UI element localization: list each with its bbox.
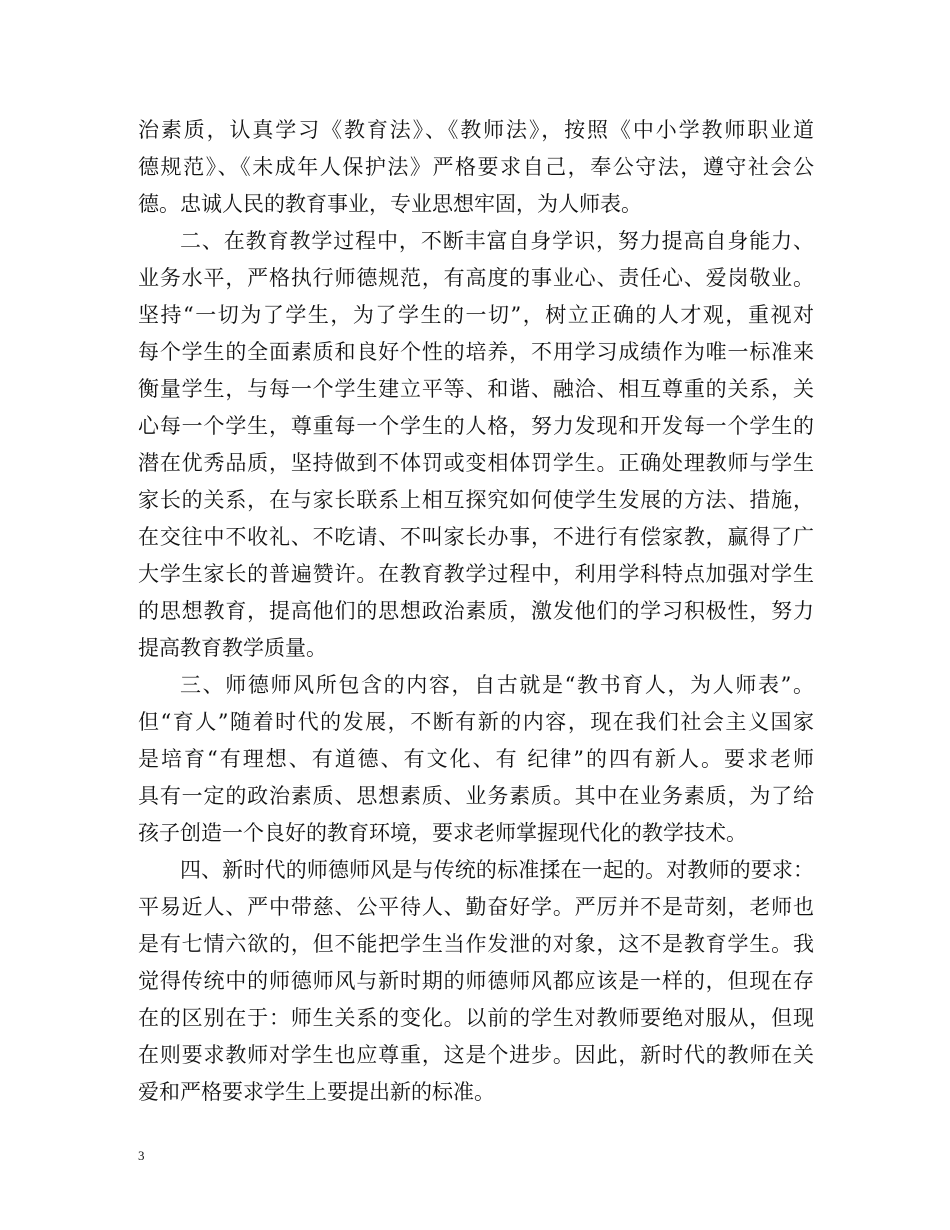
paragraph (138, 852, 814, 1111)
text-line: 爱和严格要求学生上要提出新的标准。 (138, 1080, 495, 1104)
text-line: 心每一个学生，尊重每一个学生的人格，努力发现和开发每一个学生的 (138, 414, 814, 438)
text-line: 平易近人、严中带慈、公平待人、勤奋好学。严厉并不是苛刻，老师也 (138, 895, 814, 919)
text-line: 具有一定的政治素质、思想素质、业务素质。其中在业务素质，为了给 (138, 784, 814, 808)
text-line: 在的区别在于：师生关系的变化。以前的学生对教师要绝对服从，但现 (138, 1006, 814, 1030)
paragraph (138, 667, 814, 852)
text-line: 的思想教育，提高他们的思想政治素质，激发他们的学习积极性，努力 (138, 599, 814, 623)
text-line: 觉得传统中的师德师风与新时期的师德师风都应该是一样的，但现在存 (138, 969, 814, 993)
text-line: 孩子创造一个良好的教育环境，要求老师掌握现代化的教学技术。 (138, 821, 747, 845)
text-line: 二、在教育教学过程中，不断丰富自身学识，努力提高自身能力、 (180, 229, 814, 253)
text-line: 在则要求教师对学生也应尊重，这是个进步。因此，新时代的教师在关 (138, 1043, 814, 1067)
text-line: 每个学生的全面素质和良好个性的培养，不用学习成绩作为唯一标准来 (138, 340, 814, 364)
text-line: 坚持“一切为了学生，为了学生的一切”，树立正确的人才观，重视对 (138, 303, 814, 327)
text-line: 德规范》、《未成年人保护法》严格要求自己，奉公守法，遵守社会公 (138, 155, 814, 179)
text-line: 潜在优秀品质，坚持做到不体罚或变相体罚学生。正确处理教师与学生 (138, 451, 814, 475)
page-number: 3 (138, 1148, 145, 1163)
text-line: 家长的关系，在与家长联系上相互探究如何使学生发展的方法、措施， (138, 488, 814, 512)
text-line: 在交往中不收礼、不吃请、不叫家长办事，不进行有偿家教，赢得了广 (138, 525, 814, 549)
text-line: 德。忠诚人民的教育事业，专业思想牢固，为人师表。 (138, 192, 642, 216)
document-body (138, 112, 814, 1111)
text-line: 大学生家长的普遍赞许。在教育教学过程中，利用学科特点加强对学生 (138, 562, 814, 586)
text-line: 提高教育教学质量。 (138, 636, 327, 660)
text-line: 是有七情六欲的，但不能把学生当作发泄的对象，这不是教育学生。我 (138, 932, 814, 956)
text-line: 但“育人”随着时代的发展，不断有新的内容，现在我们社会主义国家 (138, 710, 814, 734)
text-line: 四、新时代的师德师风是与传统的标准揉在一起的。对教师的要求： (180, 858, 814, 882)
paragraph (138, 223, 814, 667)
text-line: 是培育“有理想、有道德、有文化、有 纪律”的四有新人。要求老师 (138, 747, 814, 771)
text-line: 业务水平，严格执行师德规范，有高度的事业心、责任心、爱岗敬业。 (138, 266, 814, 290)
paragraph (138, 112, 814, 223)
text-line: 三、师德师风所包含的内容，自古就是“教书育人，为人师表”。 (180, 673, 814, 697)
text-line: 治素质，认真学习《教育法》、《教师法》，按照《中小学教师职业道 (138, 118, 814, 142)
text-line: 衡量学生，与每一个学生建立平等、和谐、融洽、相互尊重的关系，关 (138, 377, 814, 401)
